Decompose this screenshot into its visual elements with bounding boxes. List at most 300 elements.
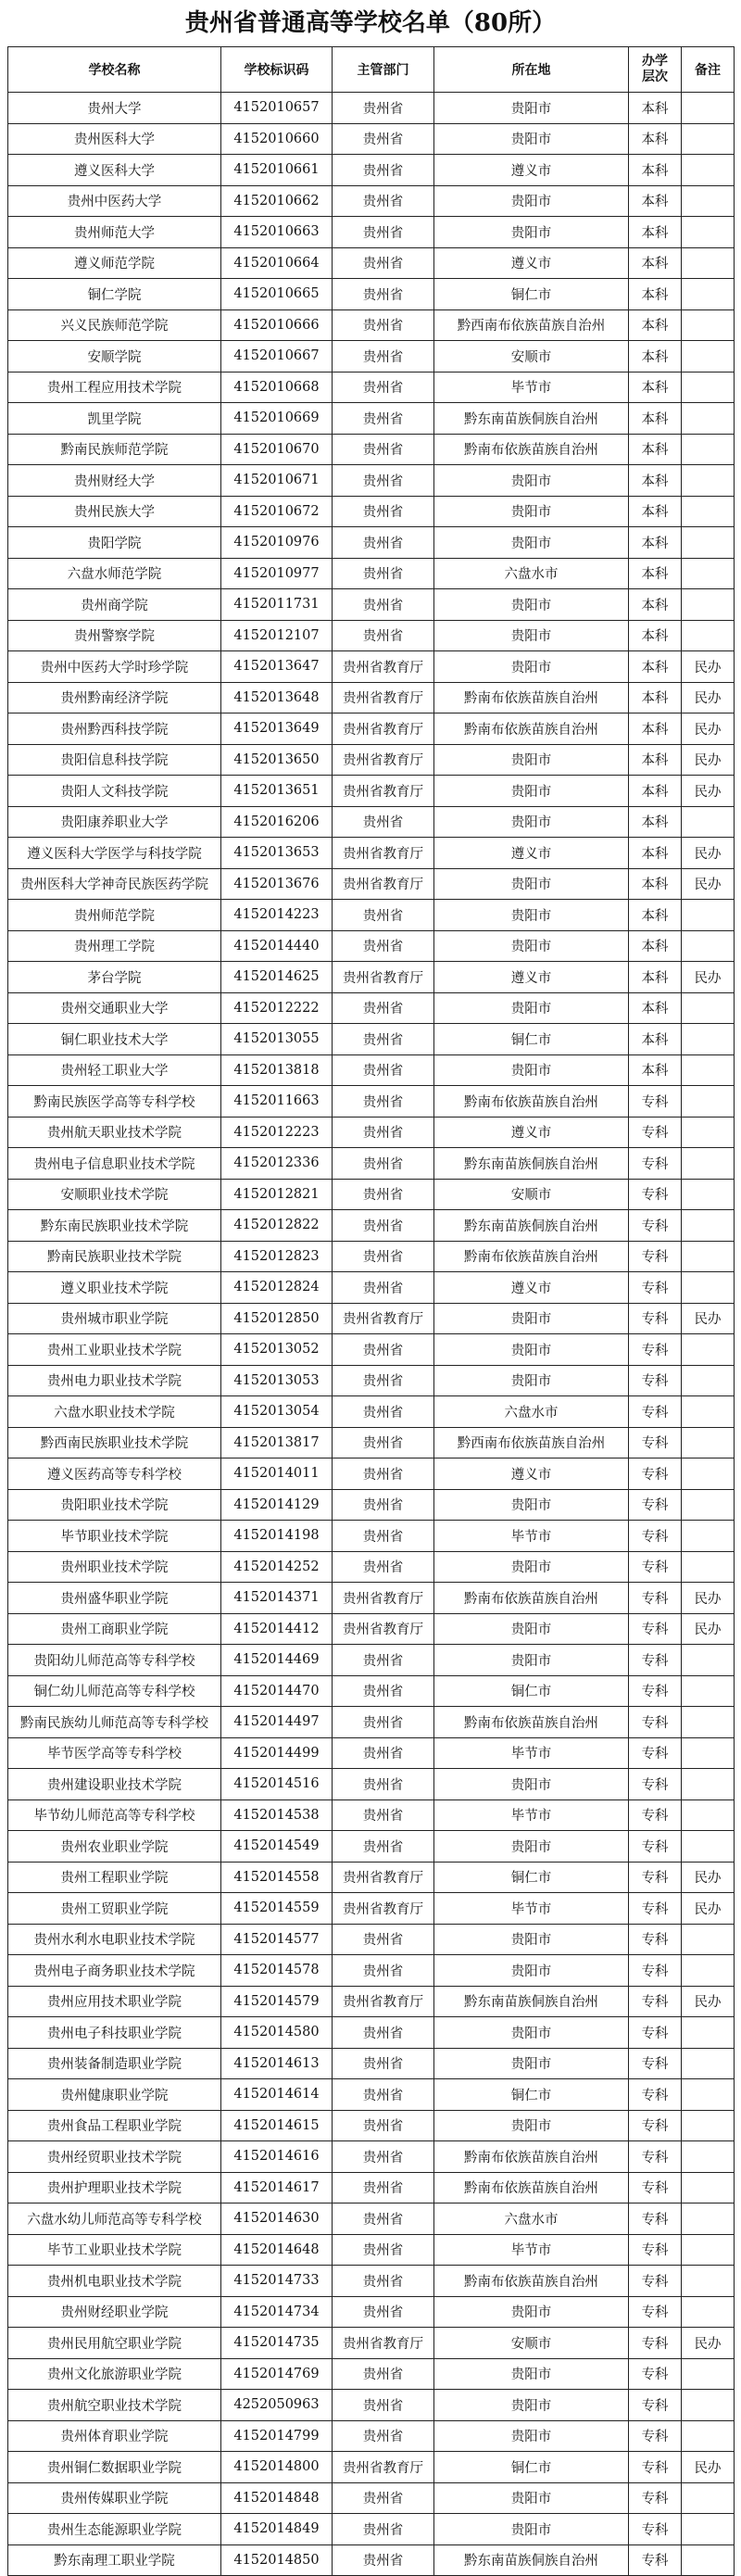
- cell-level: 本科: [629, 962, 682, 993]
- table-row: [8, 2079, 735, 2111]
- cell-location: 贵阳市: [434, 1645, 629, 1676]
- cell-location: 铜仁市: [434, 1862, 629, 1893]
- cell-location: 贵阳市: [434, 806, 629, 838]
- cell-note: 民办: [682, 962, 735, 993]
- cell-school-code: 4252050963: [221, 2390, 333, 2421]
- cell-note: [682, 1054, 735, 1086]
- cell-note: [682, 2296, 735, 2328]
- table-row: [8, 1427, 735, 1458]
- cell-level: 专科: [629, 1737, 682, 1769]
- cell-school-code: 4152014223: [221, 900, 333, 931]
- cell-level: 本科: [629, 341, 682, 373]
- cell-department: 贵州省教育厅: [333, 1986, 434, 2017]
- cell-level: 专科: [629, 2358, 682, 2390]
- cell-school-name: 贵州工贸职业学院: [8, 1893, 221, 1925]
- cell-note: [682, 2141, 735, 2173]
- cell-school-code: 4152014630: [221, 2203, 333, 2235]
- table-row: [8, 1583, 735, 1614]
- cell-location: 遵义市: [434, 962, 629, 993]
- cell-school-code: 4152014559: [221, 1893, 333, 1925]
- cell-department: 贵州省: [333, 1458, 434, 1490]
- cell-level: 本科: [629, 713, 682, 745]
- cell-department: 贵州省: [333, 2048, 434, 2079]
- cell-school-code: 4152010662: [221, 185, 333, 217]
- cell-note: [682, 123, 735, 155]
- cell-level: 专科: [629, 2172, 682, 2203]
- cell-department: 贵州省教育厅: [333, 1583, 434, 1614]
- cell-level: 本科: [629, 744, 682, 776]
- cell-note: 民办: [682, 713, 735, 745]
- cell-department: 贵州省: [333, 1210, 434, 1242]
- cell-note: 民办: [682, 1303, 735, 1334]
- cell-school-code: 4152010977: [221, 558, 333, 589]
- cell-department: 贵州省: [333, 279, 434, 310]
- cell-school-name: 贵州工商职业学院: [8, 1613, 221, 1645]
- cell-location: 遵义市: [434, 838, 629, 869]
- cell-school-code: 4152011663: [221, 1086, 333, 1118]
- cell-location: 毕节市: [434, 1799, 629, 1831]
- cell-department: 贵州省: [333, 1675, 434, 1707]
- cell-school-name: 遵义职业技术学院: [8, 1272, 221, 1304]
- cell-department: 贵州省: [333, 1769, 434, 1800]
- cell-school-name: 毕节职业技术学院: [8, 1521, 221, 1552]
- cell-note: [682, 558, 735, 589]
- cell-level: 专科: [629, 1986, 682, 2017]
- table-row: [8, 2420, 735, 2452]
- table-row: [8, 1645, 735, 1676]
- cell-school-code: 4152014733: [221, 2266, 333, 2297]
- cell-school-name: 贵州大学: [8, 93, 221, 124]
- table-row: [8, 651, 735, 683]
- cell-department: 贵州省: [333, 1334, 434, 1366]
- cell-school-name: 黔南民族幼儿师范高等专科学校: [8, 1707, 221, 1738]
- table-row: [8, 744, 735, 776]
- cell-school-name: 贵州铜仁数据职业学院: [8, 2452, 221, 2483]
- cell-level: 专科: [629, 1179, 682, 1210]
- cell-level: 专科: [629, 1334, 682, 1366]
- cell-level: 专科: [629, 2048, 682, 2079]
- cell-location: 六盘水市: [434, 558, 629, 589]
- cell-school-code: 4152014578: [221, 1955, 333, 1987]
- table-row: [8, 930, 735, 962]
- cell-level: 本科: [629, 217, 682, 248]
- table-row: [8, 372, 735, 403]
- cell-note: [682, 434, 735, 465]
- cell-note: [682, 2172, 735, 2203]
- cell-note: [682, 2514, 735, 2545]
- cell-note: [682, 247, 735, 279]
- cell-level: 本科: [629, 123, 682, 155]
- cell-school-code: 4152014516: [221, 1769, 333, 1800]
- cell-school-code: 4152014769: [221, 2358, 333, 2390]
- table-row: [8, 1396, 735, 1428]
- cell-department: 贵州省: [333, 1924, 434, 1955]
- cell-level: 专科: [629, 2017, 682, 2049]
- cell-school-code: 4152013649: [221, 713, 333, 745]
- cell-school-name: 贵州商学院: [8, 589, 221, 621]
- cell-location: 毕节市: [434, 2234, 629, 2266]
- cell-school-code: 4152014129: [221, 1489, 333, 1521]
- cell-note: [682, 1117, 735, 1148]
- cell-location: 贵阳市: [434, 930, 629, 962]
- cell-school-name: 贵州水利水电职业技术学院: [8, 1924, 221, 1955]
- cell-location: 黔南布依族苗族自治州: [434, 1583, 629, 1614]
- cell-school-name: 安顺职业技术学院: [8, 1179, 221, 1210]
- cell-department: 贵州省: [333, 2296, 434, 2328]
- cell-school-code: 4152013053: [221, 1365, 333, 1396]
- table-row: [8, 1924, 735, 1955]
- table-row: [8, 2172, 735, 2203]
- cell-school-name: 贵州经贸职业技术学院: [8, 2141, 221, 2173]
- cell-note: [682, 1210, 735, 1242]
- table-row: [8, 247, 735, 279]
- cell-school-name: 贵州装备制造职业学院: [8, 2048, 221, 2079]
- cell-note: 民办: [682, 744, 735, 776]
- cell-note: 民办: [682, 2452, 735, 2483]
- cell-school-code: 4152010976: [221, 527, 333, 559]
- table-row: [8, 2390, 735, 2421]
- cell-note: [682, 1396, 735, 1428]
- cell-location: 黔南布依族苗族自治州: [434, 2266, 629, 2297]
- cell-school-code: 4152010669: [221, 403, 333, 435]
- cell-department: 贵州省: [333, 2141, 434, 2173]
- page-title: 贵州省普通高等学校名单（80所）: [184, 9, 557, 37]
- cell-school-code: 4152014734: [221, 2296, 333, 2328]
- cell-level: 本科: [629, 838, 682, 869]
- cell-location: 贵阳市: [434, 1489, 629, 1521]
- cell-department: 贵州省: [333, 2079, 434, 2111]
- schools-table: [7, 46, 735, 2576]
- cell-location: 黔东南苗族侗族自治州: [434, 1210, 629, 1242]
- cell-note: [682, 1086, 735, 1118]
- cell-school-code: 4152014549: [221, 1831, 333, 1863]
- cell-note: [682, 2390, 735, 2421]
- table-row: [8, 558, 735, 589]
- cell-school-code: 4152013052: [221, 1334, 333, 1366]
- cell-level: 专科: [629, 2482, 682, 2514]
- cell-location: 贵阳市: [434, 217, 629, 248]
- table-row: [8, 2296, 735, 2328]
- cell-department: 贵州省: [333, 1396, 434, 1428]
- cell-location: 贵阳市: [434, 1551, 629, 1583]
- cell-school-code: 4152014625: [221, 962, 333, 993]
- cell-location: 贵阳市: [434, 1334, 629, 1366]
- cell-department: 贵州省: [333, 930, 434, 962]
- cell-school-name: 铜仁幼儿师范高等专科学校: [8, 1675, 221, 1707]
- table-row: [8, 2358, 735, 2390]
- table-row: [8, 620, 735, 651]
- cell-location: 黔东南苗族侗族自治州: [434, 1986, 629, 2017]
- cell-note: [682, 217, 735, 248]
- cell-location: 黔南布依族苗族自治州: [434, 434, 629, 465]
- cell-department: 贵州省: [333, 1117, 434, 1148]
- cell-level: 本科: [629, 992, 682, 1024]
- cell-location: 贵阳市: [434, 2048, 629, 2079]
- cell-school-code: 4152012822: [221, 1210, 333, 1242]
- cell-note: [682, 2203, 735, 2235]
- cell-department: 贵州省教育厅: [333, 1303, 434, 1334]
- cell-school-name: 贵州师范学院: [8, 900, 221, 931]
- cell-school-code: 4152010672: [221, 496, 333, 527]
- cell-note: [682, 1551, 735, 1583]
- cell-location: 贵阳市: [434, 2358, 629, 2390]
- table-row: [8, 1054, 735, 1086]
- cell-department: 贵州省教育厅: [333, 1862, 434, 1893]
- cell-note: [682, 2079, 735, 2111]
- cell-department: 贵州省: [333, 309, 434, 341]
- cell-department: 贵州省教育厅: [333, 2452, 434, 2483]
- cell-location: 遵义市: [434, 1117, 629, 1148]
- cell-school-name: 黔东南民族职业技术学院: [8, 1210, 221, 1242]
- cell-department: 贵州省: [333, 247, 434, 279]
- cell-school-name: 遵义师范学院: [8, 247, 221, 279]
- cell-note: [682, 1427, 735, 1458]
- cell-department: 贵州省: [333, 558, 434, 589]
- cell-school-name: 贵州黔西科技学院: [8, 713, 221, 745]
- cell-level: 专科: [629, 2110, 682, 2141]
- header-level: [629, 47, 682, 93]
- cell-department: 贵州省教育厅: [333, 776, 434, 807]
- cell-level: 专科: [629, 1799, 682, 1831]
- cell-location: 铜仁市: [434, 1675, 629, 1707]
- cell-school-name: 贵州财经大学: [8, 465, 221, 497]
- cell-school-name: 贵州交通职业大学: [8, 992, 221, 1024]
- table-row: [8, 1955, 735, 1987]
- cell-note: 民办: [682, 651, 735, 683]
- table-row: [8, 1086, 735, 1118]
- cell-note: [682, 93, 735, 124]
- header-location: 所在地: [434, 47, 629, 93]
- cell-location: 贵阳市: [434, 620, 629, 651]
- cell-school-name: 黔南民族职业技术学院: [8, 1241, 221, 1272]
- cell-department: 贵州省: [333, 1955, 434, 1987]
- cell-school-name: 黔南民族医学高等专科学校: [8, 1086, 221, 1118]
- cell-level: 本科: [629, 930, 682, 962]
- cell-location: 安顺市: [434, 341, 629, 373]
- cell-school-name: 贵州文化旅游职业学院: [8, 2358, 221, 2390]
- cell-note: 民办: [682, 838, 735, 869]
- cell-school-name: 贵州财经职业学院: [8, 2296, 221, 2328]
- cell-note: [682, 2420, 735, 2452]
- cell-school-name: 贵州应用技术职业学院: [8, 1986, 221, 2017]
- cell-department: 贵州省教育厅: [333, 868, 434, 900]
- cell-location: 铜仁市: [434, 1024, 629, 1055]
- cell-department: 贵州省: [333, 2358, 434, 2390]
- table-row: [8, 1117, 735, 1148]
- cell-level: 专科: [629, 1769, 682, 1800]
- cell-department: 贵州省教育厅: [333, 651, 434, 683]
- cell-location: 安顺市: [434, 2328, 629, 2359]
- cell-level: 专科: [629, 1675, 682, 1707]
- cell-school-code: 4152014412: [221, 1613, 333, 1645]
- cell-level: 专科: [629, 2514, 682, 2545]
- cell-level: 专科: [629, 1458, 682, 1490]
- cell-note: [682, 992, 735, 1024]
- cell-location: 贵阳市: [434, 1054, 629, 1086]
- cell-school-code: 4152014613: [221, 2048, 333, 2079]
- cell-school-name: 兴义民族师范学院: [8, 309, 221, 341]
- cell-school-code: 4152016206: [221, 806, 333, 838]
- cell-school-code: 4152013653: [221, 838, 333, 869]
- cell-department: 贵州省: [333, 185, 434, 217]
- cell-note: [682, 2544, 735, 2576]
- cell-school-name: 黔东南理工职业学院: [8, 2544, 221, 2576]
- cell-school-code: 4152012107: [221, 620, 333, 651]
- cell-note: [682, 2266, 735, 2297]
- cell-note: [682, 1521, 735, 1552]
- cell-department: 贵州省: [333, 2420, 434, 2452]
- cell-school-code: 4152014800: [221, 2452, 333, 2483]
- cell-location: 黔南布依族苗族自治州: [434, 2172, 629, 2203]
- cell-note: [682, 1799, 735, 1831]
- cell-school-name: 贵州体育职业学院: [8, 2420, 221, 2452]
- cell-school-code: 4152013651: [221, 776, 333, 807]
- cell-school-code: 4152013055: [221, 1024, 333, 1055]
- table-row: [8, 2141, 735, 2173]
- cell-note: 民办: [682, 1583, 735, 1614]
- cell-level: 专科: [629, 1831, 682, 1863]
- cell-level: 专科: [629, 1645, 682, 1676]
- cell-note: [682, 279, 735, 310]
- cell-level: 本科: [629, 93, 682, 124]
- cell-location: 贵阳市: [434, 1924, 629, 1955]
- cell-school-name: 贵州医科大学: [8, 123, 221, 155]
- cell-level: 专科: [629, 1117, 682, 1148]
- cell-department: 贵州省: [333, 1054, 434, 1086]
- cell-location: 贵阳市: [434, 496, 629, 527]
- cell-level: 本科: [629, 155, 682, 186]
- table-row: [8, 1365, 735, 1396]
- cell-level: 本科: [629, 403, 682, 435]
- cell-school-code: 4152010667: [221, 341, 333, 373]
- cell-school-name: 贵州生态能源职业学院: [8, 2514, 221, 2545]
- cell-location: 贵阳市: [434, 1303, 629, 1334]
- table-row: [8, 1334, 735, 1366]
- cell-department: 贵州省: [333, 1737, 434, 1769]
- cell-location: 贵阳市: [434, 1769, 629, 1800]
- table-row: [8, 838, 735, 869]
- cell-level: 本科: [629, 651, 682, 683]
- cell-department: 贵州省: [333, 434, 434, 465]
- cell-level: 专科: [629, 2203, 682, 2235]
- cell-note: [682, 2048, 735, 2079]
- cell-note: 民办: [682, 1613, 735, 1645]
- cell-note: [682, 1831, 735, 1863]
- cell-school-name: 六盘水幼儿师范高等专科学校: [8, 2203, 221, 2235]
- cell-location: 遵义市: [434, 1272, 629, 1304]
- cell-school-code: 4152014735: [221, 2328, 333, 2359]
- cell-note: [682, 589, 735, 621]
- cell-school-name: 贵州轻工职业大学: [8, 1054, 221, 1086]
- cell-level: 专科: [629, 1862, 682, 1893]
- table-row: [8, 1521, 735, 1552]
- cell-school-name: 贵州电子信息职业技术学院: [8, 1148, 221, 1180]
- cell-school-name: 贵阳康养职业大学: [8, 806, 221, 838]
- cell-location: 贵阳市: [434, 1365, 629, 1396]
- cell-school-name: 贵州警察学院: [8, 620, 221, 651]
- cell-school-code: 4152013648: [221, 682, 333, 713]
- cell-school-code: 4152014614: [221, 2079, 333, 2111]
- cell-level: 专科: [629, 1272, 682, 1304]
- table-row: [8, 992, 735, 1024]
- table-row: [8, 776, 735, 807]
- cell-note: [682, 403, 735, 435]
- cell-school-name: 贵州航天职业技术学院: [8, 1117, 221, 1148]
- cell-school-name: 毕节幼儿师范高等专科学校: [8, 1799, 221, 1831]
- cell-school-name: 贵州传媒职业学院: [8, 2482, 221, 2514]
- table-row: [8, 123, 735, 155]
- table-row: [8, 1893, 735, 1925]
- cell-school-code: 4152012824: [221, 1272, 333, 1304]
- header-department: 主管部门: [333, 47, 434, 93]
- cell-location: 毕节市: [434, 1521, 629, 1552]
- cell-note: 民办: [682, 776, 735, 807]
- cell-school-code: 4152014648: [221, 2234, 333, 2266]
- cell-school-name: 贵阳人文科技学院: [8, 776, 221, 807]
- cell-note: [682, 465, 735, 497]
- cell-note: [682, 185, 735, 217]
- cell-school-code: 4152010657: [221, 93, 333, 124]
- cell-school-code: 4152014469: [221, 1645, 333, 1676]
- cell-level: 本科: [629, 868, 682, 900]
- cell-department: 贵州省: [333, 1365, 434, 1396]
- cell-level: 本科: [629, 806, 682, 838]
- cell-school-code: 4152014011: [221, 1458, 333, 1490]
- cell-school-code: 4152014615: [221, 2110, 333, 2141]
- cell-department: 贵州省教育厅: [333, 838, 434, 869]
- cell-school-name: 贵州民族大学: [8, 496, 221, 527]
- table-row: [8, 1551, 735, 1583]
- cell-level: 专科: [629, 2296, 682, 2328]
- table-row: [8, 1024, 735, 1055]
- cell-school-code: 4152012336: [221, 1148, 333, 1180]
- cell-note: [682, 1365, 735, 1396]
- cell-school-name: 贵州师范大学: [8, 217, 221, 248]
- table-row: [8, 900, 735, 931]
- cell-note: [682, 1645, 735, 1676]
- header-level-text: 办学层次: [641, 54, 668, 84]
- cell-department: 贵州省: [333, 1831, 434, 1863]
- cell-school-name: 贵州工程职业学院: [8, 1862, 221, 1893]
- cell-location: 黔西南布依族苗族自治州: [434, 309, 629, 341]
- cell-location: 贵阳市: [434, 651, 629, 683]
- cell-school-name: 贵州职业技术学院: [8, 1551, 221, 1583]
- table-row: [8, 2514, 735, 2545]
- cell-school-name: 六盘水师范学院: [8, 558, 221, 589]
- cell-level: 专科: [629, 1551, 682, 1583]
- table-row: [8, 309, 735, 341]
- cell-school-code: 4152010671: [221, 465, 333, 497]
- cell-note: 民办: [682, 1862, 735, 1893]
- cell-school-name: 贵州建设职业技术学院: [8, 1769, 221, 1800]
- table-row: [8, 2452, 735, 2483]
- cell-school-name: 安顺学院: [8, 341, 221, 373]
- cell-department: 贵州省: [333, 806, 434, 838]
- cell-level: 本科: [629, 247, 682, 279]
- cell-school-code: 4152010660: [221, 123, 333, 155]
- cell-location: 贵阳市: [434, 1613, 629, 1645]
- table-row: [8, 2048, 735, 2079]
- table-row: [8, 1769, 735, 1800]
- cell-school-name: 贵州中医药大学: [8, 185, 221, 217]
- cell-note: [682, 806, 735, 838]
- cell-department: 贵州省: [333, 1086, 434, 1118]
- table-row: [8, 1303, 735, 1334]
- cell-level: 专科: [629, 1427, 682, 1458]
- cell-note: [682, 1272, 735, 1304]
- table-row: [8, 713, 735, 745]
- cell-note: [682, 1148, 735, 1180]
